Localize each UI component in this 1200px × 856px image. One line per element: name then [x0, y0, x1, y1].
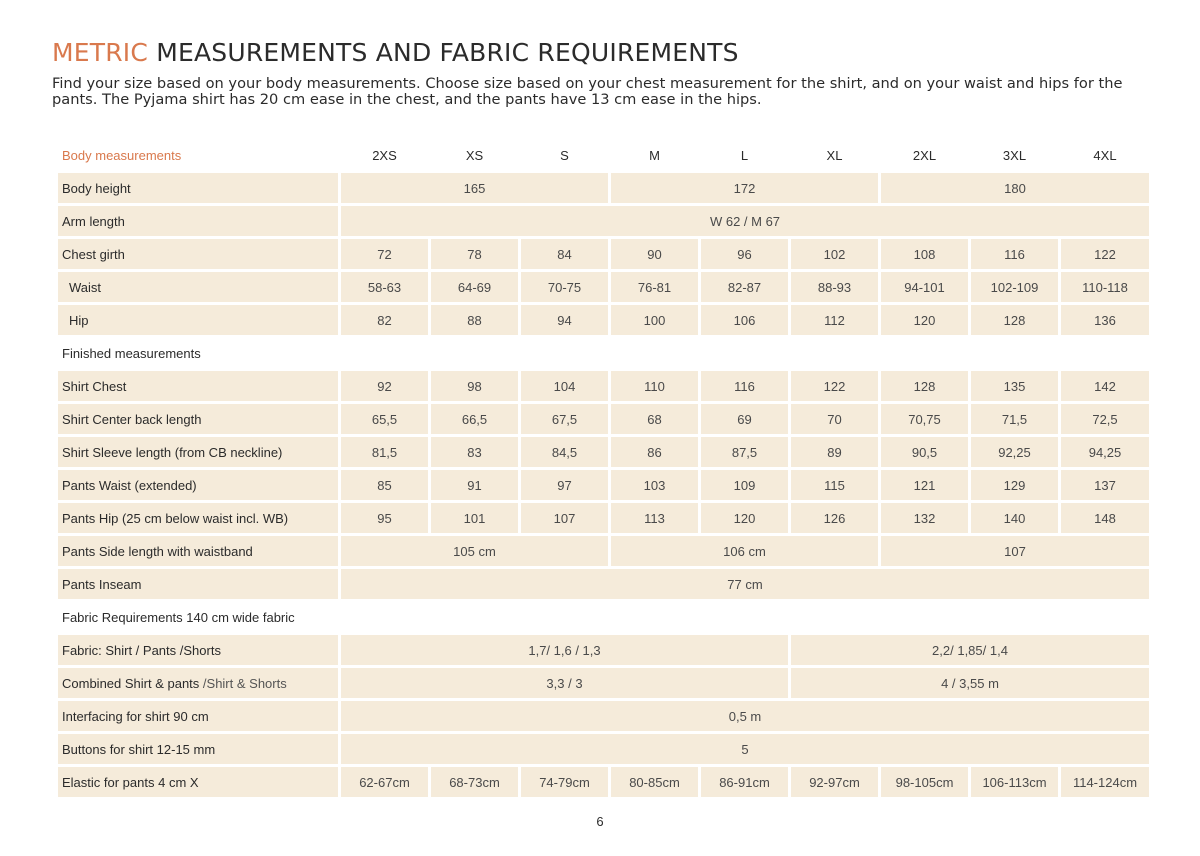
row-label — [58, 206, 338, 236]
table-cell: 105 cm — [341, 536, 608, 566]
row-label-text: Pants Hip (25 cm below waist incl. WB) — [62, 510, 289, 526]
table-cell: 70-75 — [521, 272, 608, 302]
row-label-text: Shirt Sleeve length (from CB neckline) — [62, 444, 283, 460]
row-label-text: Arm length — [62, 213, 125, 229]
table-cell: 78 — [431, 239, 518, 269]
size-header: M — [649, 147, 660, 163]
table-cell: 122 — [1061, 239, 1149, 269]
table-cell: 104 — [521, 371, 608, 401]
row-label-text: Shirt Chest — [62, 378, 127, 394]
table-cell: 108 — [881, 239, 968, 269]
row-label-text: Combined Shirt & pants — [62, 675, 203, 691]
table-row — [58, 635, 1149, 665]
table-cell: 137 — [1061, 470, 1149, 500]
table-row — [58, 206, 1149, 236]
table-cell: 102 — [791, 239, 878, 269]
table-cell: 142 — [1061, 371, 1149, 401]
table-cell: 110-118 — [1061, 272, 1149, 302]
table-cell: 109 — [701, 470, 788, 500]
table-cell: 128 — [971, 305, 1058, 335]
table-cell: 68 — [611, 404, 698, 434]
size-header: XS — [465, 147, 484, 163]
table-cell: 107 — [881, 536, 1149, 566]
table-cell: 84 — [521, 239, 608, 269]
row-label — [58, 305, 338, 335]
table-row — [58, 536, 1149, 566]
table-cell: 88-93 — [791, 272, 878, 302]
row-label-text: Waist — [69, 279, 102, 295]
table-cell: 112 — [791, 305, 878, 335]
table-cell: 87,5 — [701, 437, 788, 467]
row-label — [58, 239, 338, 269]
table-cell: 85 — [341, 470, 428, 500]
section-label: Finished measurements — [62, 345, 201, 361]
row-label — [58, 569, 338, 599]
row-label-text: Shirt Center back length — [62, 411, 202, 427]
table-cell: 77 cm — [341, 569, 1149, 599]
row-label-text: Elastic for pants 4 cm X — [62, 774, 199, 790]
table-row — [58, 272, 1149, 302]
table-cell: 102-109 — [971, 272, 1058, 302]
table-cell: 90,5 — [881, 437, 968, 467]
size-header: 3XL — [1002, 147, 1027, 163]
table-cell: 74-79cm — [521, 767, 608, 797]
table-cell: 0,5 m — [341, 701, 1149, 731]
table-cell: 113 — [611, 503, 698, 533]
table-cell: 106 cm — [611, 536, 878, 566]
table-cell: 66,5 — [431, 404, 518, 434]
table-row — [58, 503, 1149, 533]
table-cell: 82-87 — [701, 272, 788, 302]
table-cell: 94-101 — [881, 272, 968, 302]
table-row — [58, 173, 1149, 203]
table-row — [58, 239, 1149, 269]
row-label — [58, 536, 338, 566]
row-label — [58, 635, 338, 665]
table-cell: 3,3 / 3 — [341, 668, 788, 698]
row-label-text: Buttons for shirt 12-15 mm — [62, 741, 216, 757]
table-cell: 107 — [521, 503, 608, 533]
table-cell: 1,7/ 1,6 / 1,3 — [341, 635, 788, 665]
table-cell: 115 — [791, 470, 878, 500]
table-cell: 101 — [431, 503, 518, 533]
table-cell: 98 — [431, 371, 518, 401]
table-cell: 98-105cm — [881, 767, 968, 797]
table-cell: 148 — [1061, 503, 1149, 533]
table-cell: 97 — [521, 470, 608, 500]
table-cell: 94,25 — [1061, 437, 1149, 467]
table-cell: 86 — [611, 437, 698, 467]
page-number: 6 — [596, 814, 604, 829]
table-cell: 116 — [701, 371, 788, 401]
table-cell: 110 — [611, 371, 698, 401]
table-cell: 103 — [611, 470, 698, 500]
table-cell: 132 — [881, 503, 968, 533]
row-label — [58, 173, 338, 203]
header-label: Body measurements — [62, 147, 182, 163]
table-cell: 89 — [791, 437, 878, 467]
size-header: S — [560, 147, 569, 163]
size-header: L — [740, 147, 749, 163]
table-cell: 92,25 — [971, 437, 1058, 467]
table-cell: 95 — [341, 503, 428, 533]
table-cell: 70 — [791, 404, 878, 434]
table-body — [58, 140, 1149, 797]
row-label-text: Fabric: Shirt / Pants /Shorts — [62, 642, 221, 658]
table-cell: 76-81 — [611, 272, 698, 302]
table-cell: 92-97cm — [791, 767, 878, 797]
row-label — [58, 404, 338, 434]
table-row — [58, 305, 1149, 335]
size-header: XL — [826, 147, 843, 163]
table-cell: 4 / 3,55 m — [791, 668, 1149, 698]
table-header-row — [58, 140, 1149, 170]
table-cell: 116 — [971, 239, 1058, 269]
table-cell: 106 — [701, 305, 788, 335]
table-cell: 120 — [701, 503, 788, 533]
row-label-text: Body height — [62, 180, 131, 196]
table-cell: 72 — [341, 239, 428, 269]
table-cell: 165 — [341, 173, 608, 203]
table-cell: 106-113cm — [971, 767, 1058, 797]
row-label — [58, 470, 338, 500]
table-cell: 67,5 — [521, 404, 608, 434]
row-label-text: Pants Waist (extended) — [62, 477, 197, 493]
page-title — [52, 38, 739, 67]
table-row — [58, 668, 1149, 698]
row-label-text: Pants Inseam — [62, 576, 142, 592]
table-row — [58, 437, 1149, 467]
intro-paragraph: Find your size based on your body measurements. Choose size based on your chest measurement for the shirt, and on your waist and hips for the pants. The Pyjama shirt has 20 cm ease in the chest, and the pants have 13 cm ease in the hips. — [52, 75, 1123, 108]
table-cell: 96 — [701, 239, 788, 269]
table-cell: 91 — [431, 470, 518, 500]
row-label — [58, 503, 338, 533]
section-label: Fabric Requirements 140 cm wide fabric — [62, 609, 295, 625]
table-cell: 120 — [881, 305, 968, 335]
row-label — [58, 437, 338, 467]
table-cell: 88 — [431, 305, 518, 335]
table-cell: 82 — [341, 305, 428, 335]
table-cell: 80-85cm — [611, 767, 698, 797]
table-row — [58, 371, 1149, 401]
row-label-text: Pants Side length with waistband — [62, 543, 253, 559]
table-row — [58, 569, 1149, 599]
table-cell: 5 — [341, 734, 1149, 764]
table-cell: 140 — [971, 503, 1058, 533]
row-label-text: Chest girth — [62, 246, 125, 262]
table-cell: 84,5 — [521, 437, 608, 467]
size-header: 4XL — [1093, 147, 1117, 163]
row-label — [58, 371, 338, 401]
table-cell: 90 — [611, 239, 698, 269]
table-cell: 69 — [701, 404, 788, 434]
table-cell: 81,5 — [341, 437, 428, 467]
size-header: 2XL — [912, 147, 937, 163]
row-label-text: Interfacing for shirt 90 cm — [62, 708, 209, 724]
row-label — [58, 767, 338, 797]
row-label — [58, 668, 338, 698]
table-cell: 129 — [971, 470, 1058, 500]
size-header: 2XS — [372, 147, 397, 163]
table-cell: 128 — [881, 371, 968, 401]
table-cell: 86-91cm — [701, 767, 788, 797]
table-cell: 92 — [341, 371, 428, 401]
table-cell: 2,2/ 1,85/ 1,4 — [791, 635, 1149, 665]
table-cell: 83 — [431, 437, 518, 467]
table-cell: 121 — [881, 470, 968, 500]
table-cell: 100 — [611, 305, 698, 335]
table-row — [58, 470, 1149, 500]
row-label — [58, 701, 338, 731]
row-label — [58, 734, 338, 764]
page-title-rest: MEASUREMENTS AND FABRIC REQUIREMENTS — [148, 38, 739, 67]
row-label-secondary: /Shirt & Shorts — [202, 675, 287, 691]
table-row — [58, 404, 1149, 434]
table-row — [58, 701, 1149, 731]
table-cell: 172 — [611, 173, 878, 203]
table-cell: W 62 / M 67 — [341, 206, 1149, 236]
table-cell: 65,5 — [341, 404, 428, 434]
table-cell: 70,75 — [881, 404, 968, 434]
table-cell: 71,5 — [971, 404, 1058, 434]
measurements-table — [55, 137, 1152, 800]
row-label-text: Hip — [69, 312, 89, 328]
page-title-accent: METRIC — [52, 38, 149, 67]
section-row — [58, 338, 1149, 368]
table-cell: 114-124cm — [1061, 767, 1149, 797]
section-row — [58, 602, 1149, 632]
table-cell: 126 — [791, 503, 878, 533]
table-cell: 135 — [971, 371, 1058, 401]
table-cell: 64-69 — [431, 272, 518, 302]
table-row — [58, 767, 1149, 797]
table-cell: 72,5 — [1061, 404, 1149, 434]
table-cell: 122 — [791, 371, 878, 401]
table-cell: 136 — [1061, 305, 1149, 335]
row-label — [58, 272, 338, 302]
table-cell: 94 — [521, 305, 608, 335]
table-cell: 68-73cm — [431, 767, 518, 797]
table-cell: 62-67cm — [341, 767, 428, 797]
table-cell: 180 — [881, 173, 1149, 203]
table-row — [58, 734, 1149, 764]
table-cell: 58-63 — [341, 272, 428, 302]
